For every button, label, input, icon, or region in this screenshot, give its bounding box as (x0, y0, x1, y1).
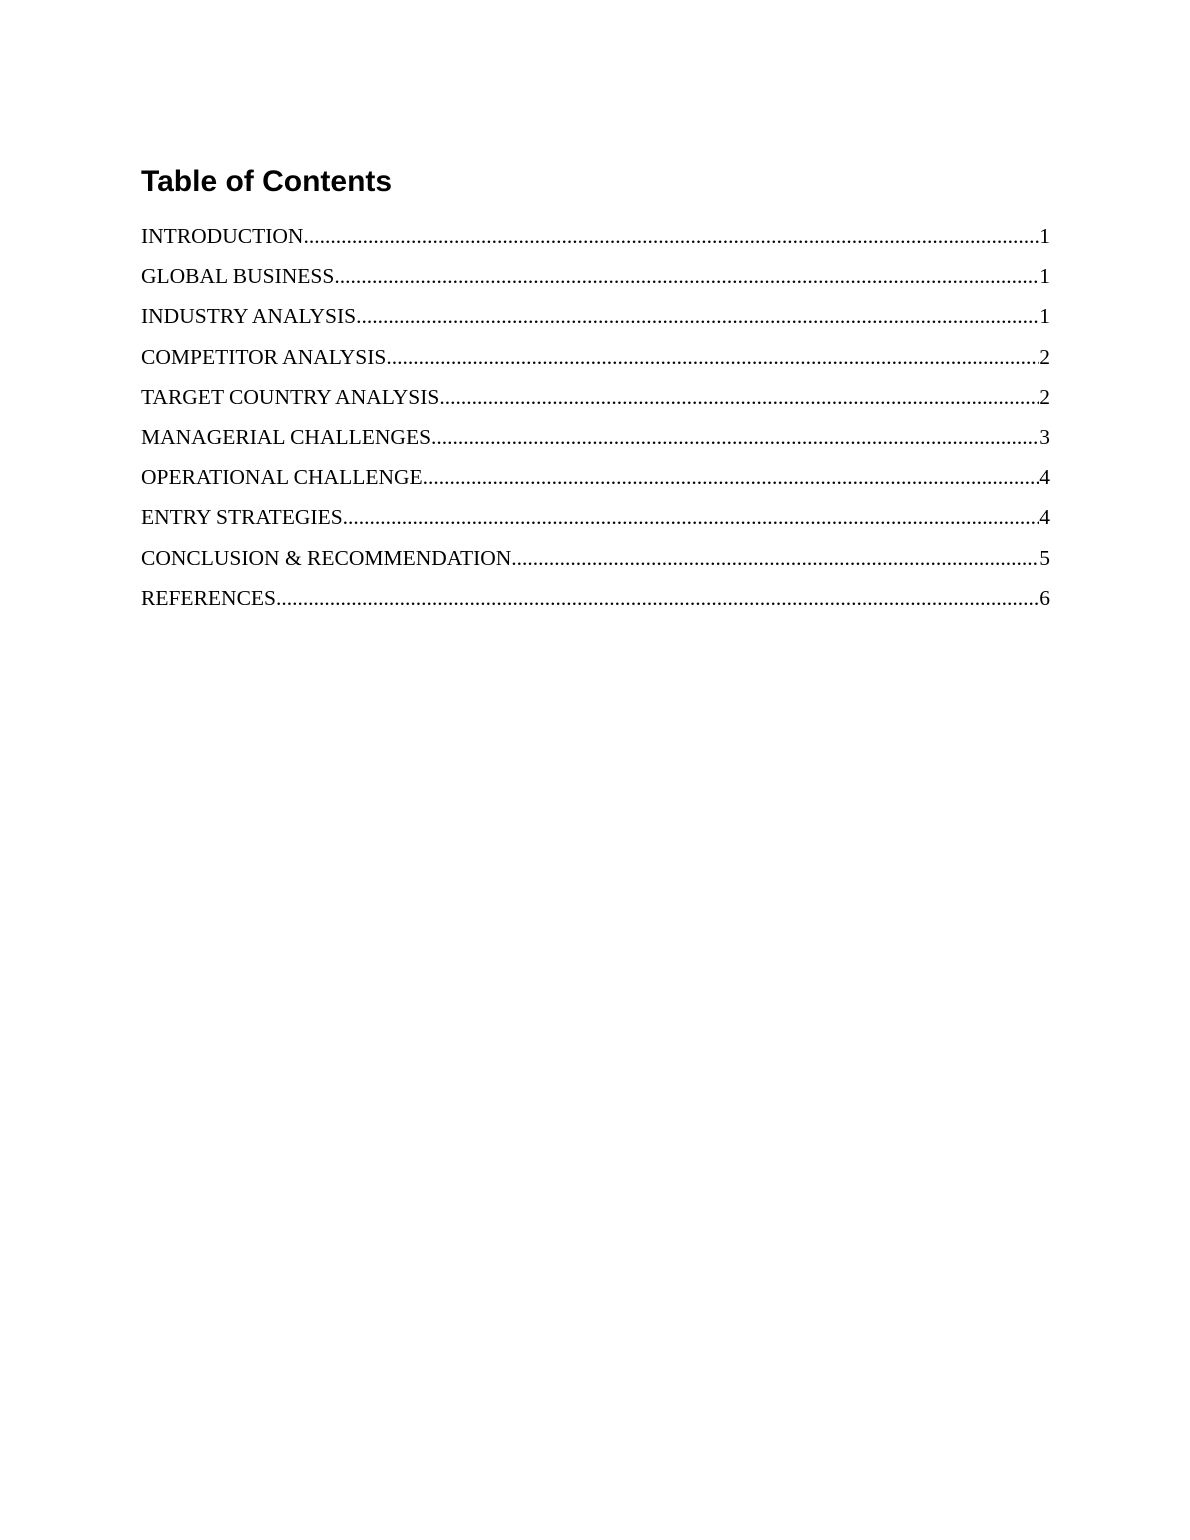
toc-entry-introduction[interactable] (141, 224, 1050, 264)
toc-entry-page-number: 2 (1039, 344, 1050, 369)
toc-entry-label: INTRODUCTION (141, 224, 304, 248)
toc-entry-page-number: 1 (1039, 304, 1050, 329)
toc-entry-label: OPERATIONAL CHALLENGE (141, 465, 423, 490)
dot-leader (303, 224, 1039, 249)
dot-leader (423, 465, 1040, 490)
dot-leader (334, 264, 1039, 289)
toc-entry-operational-challenge[interactable] (141, 465, 1050, 505)
toc-entry-page-number: 4 (1039, 505, 1050, 530)
toc-entry-target-country-analysis[interactable] (141, 385, 1050, 425)
dot-leader (386, 345, 1039, 370)
toc-entry-label: CONCLUSION & RECOMMENDATION (141, 545, 512, 570)
toc-title: Table of Contents (141, 165, 393, 198)
toc-entry-label: REFERENCES (141, 585, 276, 610)
dot-leader (276, 586, 1039, 611)
toc-entry-page-number: 5 (1039, 545, 1050, 570)
dot-leader (511, 546, 1039, 571)
toc-entry-entry-strategies[interactable] (141, 505, 1050, 545)
toc-entry-managerial-challenges[interactable] (141, 425, 1050, 465)
toc-entry-label: MANAGERIAL CHALLENGES (141, 424, 432, 449)
toc-entry-page-number: 1 (1039, 264, 1050, 289)
toc-entry-label: ENTRY STRATEGIES (141, 505, 343, 530)
toc-entry-page-number: 2 (1039, 384, 1050, 409)
toc-entry-label: INDUSTRY ANALYSIS (141, 304, 357, 329)
dot-leader (431, 425, 1039, 450)
dot-leader (356, 304, 1039, 329)
toc-entry-label: COMPETITOR ANALYSIS (141, 344, 387, 369)
toc-entry-industry-analysis[interactable] (141, 304, 1050, 344)
toc-entry-page-number: 6 (1039, 585, 1050, 610)
toc-entry-conclusion-recommendation[interactable] (141, 546, 1050, 586)
toc-list (141, 224, 1050, 626)
toc-entry-references[interactable] (141, 586, 1050, 626)
toc-entry-competitor-analysis[interactable] (141, 345, 1050, 385)
toc-entry-label: TARGET COUNTRY ANALYSIS (141, 384, 440, 409)
toc-entry-page-number: 3 (1039, 424, 1050, 449)
table-of-contents (141, 162, 1050, 610)
toc-entry-label: GLOBAL BUSINESS (141, 264, 335, 289)
dot-leader (343, 505, 1040, 530)
dot-leader (439, 385, 1039, 410)
toc-entry-page-number: 1 (1039, 224, 1050, 248)
toc-entry-global-business[interactable] (141, 264, 1050, 304)
toc-entry-page-number: 4 (1039, 465, 1050, 490)
